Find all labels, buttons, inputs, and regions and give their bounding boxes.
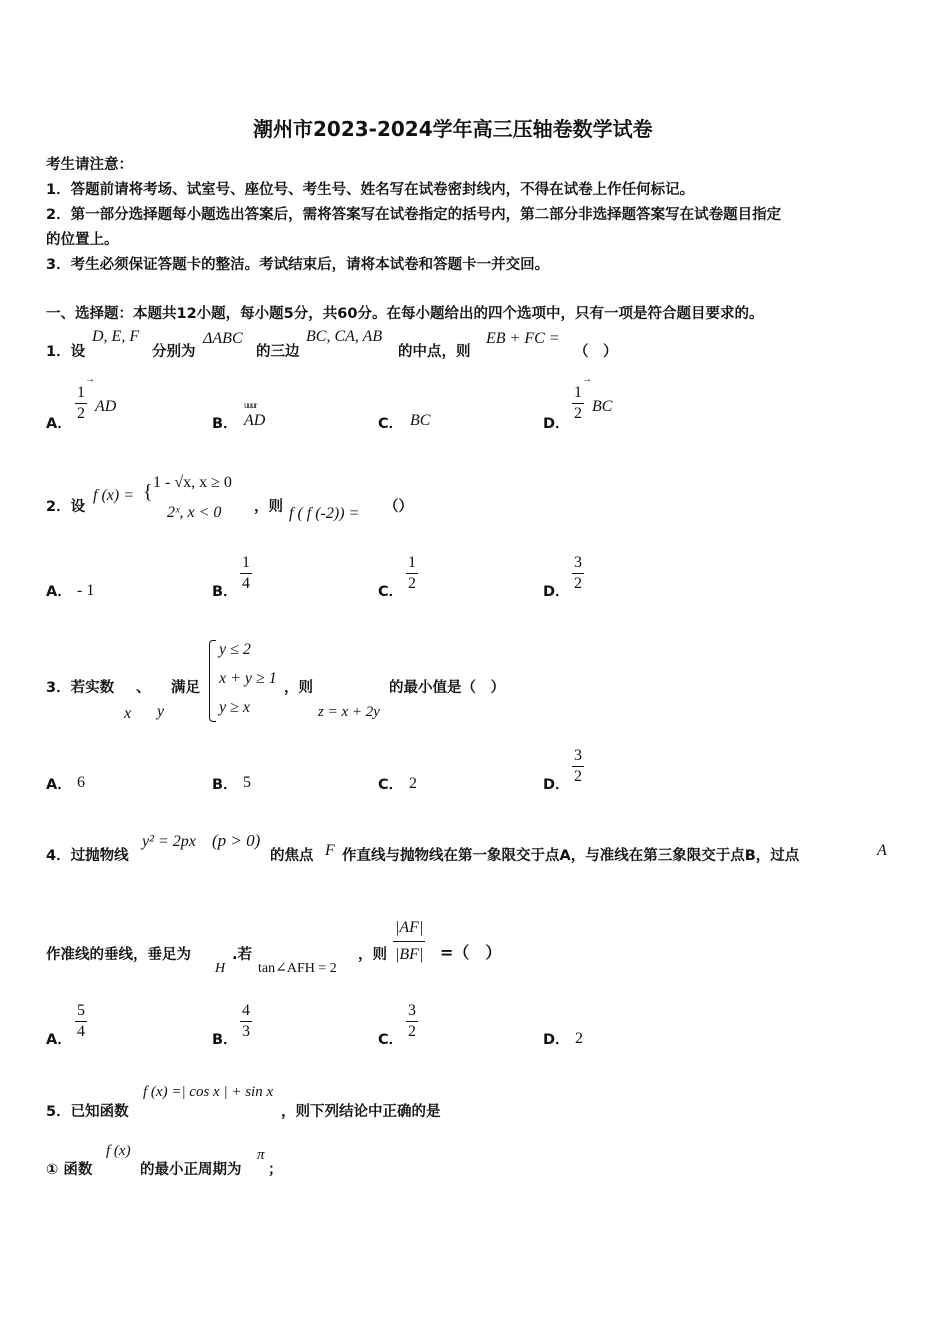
q2-option-d-num: 3 [572, 553, 584, 574]
q2-text-2: ，则 [254, 499, 283, 515]
notice-item-3: 3．考生必须保证答题卡的整洁。考试结束后，请将本试卷和答题卡一并交回。 [46, 257, 550, 273]
q4-ratio-fraction [393, 918, 425, 965]
q2-answer-paren: （） [384, 499, 413, 515]
q5-function: f (x) =| cos x | + sin x [143, 1084, 274, 1100]
q1-points: D, E, F [92, 328, 140, 345]
q4-focus: F [325, 842, 335, 859]
q5-statement-1-function: f (x) [106, 1143, 131, 1159]
q4-point-a: A [877, 842, 887, 859]
q3-option-b-value: 5 [243, 774, 251, 791]
notice-item-2-cont: 的位置上。 [46, 232, 119, 248]
q2-option-d-den: 2 [574, 575, 582, 592]
q4-option-b-fraction [240, 1001, 252, 1042]
q1-option-d-num: 1 [572, 383, 584, 404]
q3-option-d-den: 2 [574, 768, 582, 785]
q2-option-b-label: B． [212, 584, 238, 600]
q4-option-b-num: 4 [240, 1001, 252, 1022]
q5-statement-1-end: ； [268, 1162, 283, 1178]
q3-option-a-value: 6 [77, 774, 85, 791]
q4-text-6: ，则 [358, 947, 387, 963]
q1-option-a-vector: AD [95, 398, 117, 415]
q1-text-2: 分别为 [152, 344, 196, 360]
q3-text-2: 、 [136, 680, 151, 696]
q5-statement-1-pi: π [257, 1147, 265, 1163]
q2-option-a-value: - 1 [77, 582, 95, 599]
q4-option-c-den: 2 [408, 1023, 416, 1040]
q1-text-4: 的中点，则 [398, 344, 471, 360]
q2-prefix: 2．设 [46, 499, 86, 515]
q5-prefix: 5．已知函数 [46, 1104, 129, 1120]
q3-text-4: ，则 [284, 680, 313, 696]
page-title: 潮州市2023-2024学年高三压轴卷数学试卷 [253, 117, 653, 141]
q3-option-a-label: A． [46, 777, 72, 793]
q3-text-3: 满足 [171, 680, 200, 696]
q3-option-d-fraction [572, 746, 584, 787]
constraint-brace [209, 640, 216, 722]
q1-option-c-vector: BC [410, 412, 431, 429]
q1-option-a-fraction [75, 383, 87, 424]
q4-option-c-fraction [406, 1001, 418, 1042]
q3-option-d-label: D． [543, 777, 570, 793]
q2-option-c-fraction [406, 553, 418, 594]
vector-arrow-icon: → [582, 374, 592, 385]
q1-sides: BC, CA, AB [306, 328, 383, 345]
q4-text-2: 的焦点 [270, 848, 314, 864]
q2-case-2: 2ˣ, x < 0 [167, 504, 222, 521]
q4-option-b-den: 3 [242, 1023, 250, 1040]
q3-constraint-3: y ≥ x [219, 699, 250, 716]
notice-item-1: 1．答题前请将考场、试室号、座位号、考生号、姓名写在试卷密封线内，不得在试卷上作任何标记。 [46, 182, 695, 198]
q2-expression: f ( f (-2)) = [289, 505, 360, 522]
q4-text-5: .若 [232, 947, 253, 963]
q4-foot-h: H [215, 961, 226, 976]
q5-statement-1-text: 的最小正周期为 [140, 1162, 242, 1178]
q4-option-a-den: 4 [77, 1023, 85, 1040]
q4-condition: (p > 0) [212, 831, 261, 850]
q1-option-d-label: D． [543, 416, 570, 432]
q2-option-c-label: C． [378, 584, 404, 600]
q4-text-3: 作直线与抛物线在第一象限交于点A，与准线在第三象限交于点B，过点 [342, 848, 800, 864]
q1-option-a-num: 1 [75, 383, 87, 404]
q3-text-5: 的最小值是（ ） [389, 680, 505, 696]
q1-option-a-den: 2 [77, 405, 85, 422]
q2-option-c-num: 1 [406, 553, 418, 574]
q4-option-c-label: C． [378, 1032, 404, 1048]
q3-constraint-2: x + y ≥ 1 [219, 670, 277, 687]
q2-case-1: 1 - √x, x ≥ 0 [153, 474, 232, 491]
q5-statement-1-prefix: ① 函数 [46, 1162, 93, 1178]
q4-option-d-value: 2 [575, 1030, 583, 1047]
q3-option-c-value: 2 [409, 775, 417, 792]
notice-heading: 考生请注意： [46, 157, 133, 173]
q4-text-7: =（ ） [440, 943, 502, 962]
q4-option-a-label: A． [46, 1032, 72, 1048]
q3-constraint-1: y ≤ 2 [219, 641, 251, 658]
q1-option-c-label: C． [378, 416, 404, 432]
q4-option-b-label: B． [212, 1032, 238, 1048]
q2-option-c-den: 2 [408, 575, 416, 592]
q1-option-b-mark: uuur [244, 400, 257, 410]
vector-arrow-icon: → [85, 374, 95, 385]
q4-ratio-den: |BF| [395, 946, 424, 963]
q4-option-c-num: 3 [406, 1001, 418, 1022]
q3-option-d-num: 3 [572, 746, 584, 767]
q3-option-c-label: C． [378, 777, 404, 793]
q3-option-b-label: B． [212, 777, 238, 793]
q1-answer-paren: （ ） [574, 344, 618, 360]
q2-option-d-label: D． [543, 584, 570, 600]
q2-function: f (x) = [93, 487, 134, 504]
q1-text-3: 的三边 [256, 344, 300, 360]
q4-option-d-label: D． [543, 1032, 570, 1048]
section-heading: 一、选择题：本题共12小题，每小题5分，共60分。在每小题给出的四个选项中，只有一项是符合题目要求的。 [46, 306, 764, 322]
q5-text-2: ，则下列结论中正确的是 [281, 1104, 441, 1120]
q1-expression: EB + FC = [486, 330, 560, 347]
q2-option-a-label: A． [46, 584, 72, 600]
left-brace-icon: { [143, 481, 153, 503]
q4-parabola: y² = 2px [142, 833, 196, 850]
q3-prefix: 3．若实数 [46, 680, 115, 696]
q2-option-b-num: 1 [240, 553, 252, 574]
q1-option-a-label: A． [46, 416, 72, 432]
q4-tan-condition: tan∠AFH = 2 [258, 961, 337, 976]
q4-ratio-num: |AF| [393, 918, 425, 942]
q1-option-d-fraction [572, 383, 584, 424]
q1-option-d-den: 2 [574, 405, 582, 422]
q4-text-4: 作准线的垂线，垂足为 [46, 947, 191, 963]
notice-item-2: 2．第一部分选择题每小题选出答案后，需将答案写在试卷指定的括号内，第二部分非选择题答案写在试卷题目指定 [46, 207, 782, 223]
q1-triangle: ΔABC [203, 330, 243, 347]
q2-option-b-fraction [240, 553, 252, 594]
q4-option-a-num: 5 [75, 1001, 87, 1022]
q4-prefix: 4．过抛物线 [46, 848, 129, 864]
q3-var-x: x [124, 705, 132, 722]
q1-option-b-vector: AD [244, 412, 266, 429]
q4-option-a-fraction [75, 1001, 87, 1042]
q1-option-b-label: B． [212, 416, 238, 432]
q3-objective: z = x + 2y [318, 704, 380, 720]
q2-option-b-den: 4 [242, 575, 250, 592]
q1-option-d-vector: BC [592, 398, 613, 415]
q1-prefix: 1．设 [46, 344, 86, 360]
q3-var-y: y [157, 703, 165, 720]
q2-option-d-fraction [572, 553, 584, 594]
